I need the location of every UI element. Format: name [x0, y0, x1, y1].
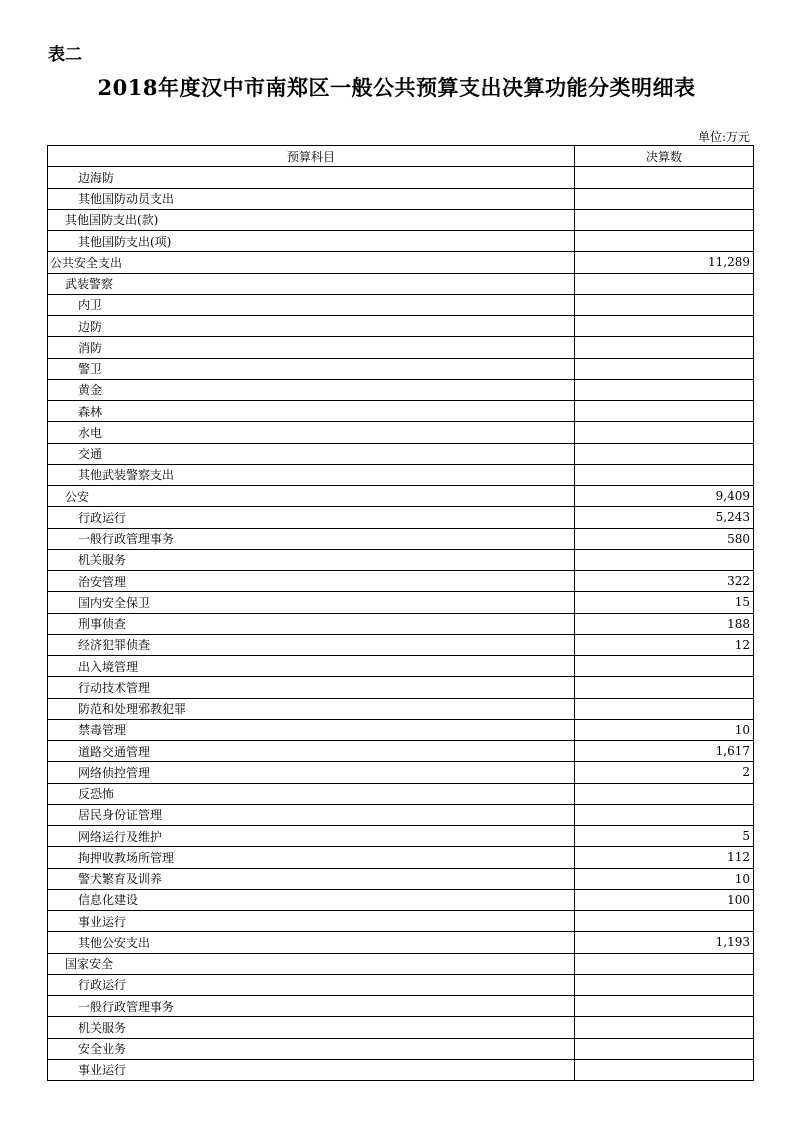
- row-amount: [575, 1017, 754, 1038]
- row-subject: 事业运行: [48, 1059, 575, 1080]
- table-row: [48, 294, 754, 315]
- row-amount: [575, 1059, 754, 1080]
- table-row: [48, 826, 754, 847]
- table-row: [48, 1038, 754, 1059]
- row-amount: 12: [575, 634, 754, 655]
- table-row: [48, 252, 754, 273]
- row-amount: [575, 422, 754, 443]
- row-subject: 其他武装警察支出: [48, 464, 575, 485]
- table-row: [48, 634, 754, 655]
- table-row: [48, 719, 754, 740]
- row-subject: 道路交通管理: [48, 741, 575, 762]
- table-row: [48, 889, 754, 910]
- row-amount: 10: [575, 719, 754, 740]
- row-subject: 事业运行: [48, 911, 575, 932]
- row-amount: [575, 167, 754, 188]
- unit-label: 单位:万元: [697, 130, 750, 144]
- row-subject: 其他国防支出(款): [48, 209, 575, 230]
- table-label: 表二: [48, 45, 82, 65]
- table-row: [48, 592, 754, 613]
- row-amount: [575, 783, 754, 804]
- row-subject: 一般行政管理事务: [48, 528, 575, 549]
- row-subject: 水电: [48, 422, 575, 443]
- row-amount: 15: [575, 592, 754, 613]
- expenditure-table: [47, 145, 754, 1081]
- row-amount: 1,193: [575, 932, 754, 953]
- row-subject: 机关服务: [48, 1017, 575, 1038]
- row-subject: 行动技术管理: [48, 677, 575, 698]
- row-subject: 信息化建设: [48, 889, 575, 910]
- row-amount: [575, 294, 754, 315]
- table-body: [48, 167, 754, 1081]
- row-amount: [575, 677, 754, 698]
- row-amount: [575, 974, 754, 995]
- row-subject: 刑事侦查: [48, 613, 575, 634]
- row-subject: 国内安全保卫: [48, 592, 575, 613]
- row-amount: 5,243: [575, 507, 754, 528]
- row-subject: 内卫: [48, 294, 575, 315]
- table-row: [48, 953, 754, 974]
- table-header-row: [48, 146, 754, 167]
- row-subject: 消防: [48, 337, 575, 358]
- row-subject: 禁毒管理: [48, 719, 575, 740]
- table-row: [48, 231, 754, 252]
- row-amount: 11,289: [575, 252, 754, 273]
- row-amount: 5: [575, 826, 754, 847]
- row-subject: 黄金: [48, 379, 575, 400]
- row-subject: 警卫: [48, 358, 575, 379]
- table-row: [48, 167, 754, 188]
- row-amount: 112: [575, 847, 754, 868]
- row-amount: [575, 996, 754, 1017]
- table-row: [48, 932, 754, 953]
- table-row: [48, 528, 754, 549]
- row-subject: 其他国防支出(项): [48, 231, 575, 252]
- row-subject: 国家安全: [48, 953, 575, 974]
- table-row: [48, 379, 754, 400]
- row-amount: [575, 464, 754, 485]
- row-amount: 580: [575, 528, 754, 549]
- row-amount: 188: [575, 613, 754, 634]
- row-subject: 居民身份证管理: [48, 804, 575, 825]
- table-row: [48, 316, 754, 337]
- table-row: [48, 762, 754, 783]
- table-row: [48, 273, 754, 294]
- row-subject: 边海防: [48, 167, 575, 188]
- row-subject: 边防: [48, 316, 575, 337]
- row-amount: [575, 358, 754, 379]
- row-amount: [575, 953, 754, 974]
- table-row: [48, 804, 754, 825]
- row-amount: [575, 549, 754, 570]
- row-amount: [575, 337, 754, 358]
- table-row: [48, 358, 754, 379]
- row-subject: 武装警察: [48, 273, 575, 294]
- table-row: [48, 911, 754, 932]
- table-row: [48, 868, 754, 889]
- row-subject: 经济犯罪侦查: [48, 634, 575, 655]
- table-row: [48, 698, 754, 719]
- table-row: [48, 507, 754, 528]
- row-subject: 网络运行及维护: [48, 826, 575, 847]
- row-amount: [575, 401, 754, 422]
- row-amount: 1,617: [575, 741, 754, 762]
- table-row: [48, 337, 754, 358]
- row-subject: 反恐怖: [48, 783, 575, 804]
- row-subject: 其他公安支出: [48, 932, 575, 953]
- row-subject: 行政运行: [48, 507, 575, 528]
- table-row: [48, 209, 754, 230]
- table-row: [48, 1017, 754, 1038]
- row-subject: 出入境管理: [48, 656, 575, 677]
- table-row: [48, 613, 754, 634]
- table-row: [48, 741, 754, 762]
- row-subject: 警犬繁育及训养: [48, 868, 575, 889]
- row-subject: 其他国防动员支出: [48, 188, 575, 209]
- row-subject: 一般行政管理事务: [48, 996, 575, 1017]
- row-amount: [575, 188, 754, 209]
- page-title: 2018年度汉中市南郑区一般公共预算支出决算功能分类明细表: [97, 75, 696, 100]
- row-amount: 2: [575, 762, 754, 783]
- table-row: [48, 401, 754, 422]
- table-row: [48, 1059, 754, 1080]
- row-subject: 治安管理: [48, 571, 575, 592]
- row-amount: [575, 231, 754, 252]
- column-header-amount: 决算数: [575, 146, 754, 167]
- table-row: [48, 486, 754, 507]
- table-row: [48, 974, 754, 995]
- row-amount: 10: [575, 868, 754, 889]
- table-row: [48, 783, 754, 804]
- table-row: [48, 549, 754, 570]
- row-amount: [575, 804, 754, 825]
- row-amount: [575, 316, 754, 337]
- table-row: [48, 464, 754, 485]
- row-amount: [575, 698, 754, 719]
- row-amount: 100: [575, 889, 754, 910]
- column-header-subject: 预算科目: [48, 146, 575, 167]
- row-amount: 9,409: [575, 486, 754, 507]
- row-subject: 公安: [48, 486, 575, 507]
- row-amount: [575, 443, 754, 464]
- table-row: [48, 996, 754, 1017]
- table-row: [48, 422, 754, 443]
- table-row: [48, 847, 754, 868]
- row-amount: [575, 1038, 754, 1059]
- table-row: [48, 677, 754, 698]
- table-row: [48, 443, 754, 464]
- row-subject: 森林: [48, 401, 575, 422]
- row-amount: [575, 656, 754, 677]
- row-amount: [575, 209, 754, 230]
- row-amount: 322: [575, 571, 754, 592]
- row-subject: 公共安全支出: [48, 252, 575, 273]
- row-subject: 行政运行: [48, 974, 575, 995]
- table-row: [48, 571, 754, 592]
- row-amount: [575, 911, 754, 932]
- row-subject: 交通: [48, 443, 575, 464]
- table-row: [48, 656, 754, 677]
- row-subject: 防范和处理邪教犯罪: [48, 698, 575, 719]
- row-subject: 拘押收教场所管理: [48, 847, 575, 868]
- row-subject: 机关服务: [48, 549, 575, 570]
- row-amount: [575, 273, 754, 294]
- table-row: [48, 188, 754, 209]
- row-subject: 网络侦控管理: [48, 762, 575, 783]
- row-subject: 安全业务: [48, 1038, 575, 1059]
- row-amount: [575, 379, 754, 400]
